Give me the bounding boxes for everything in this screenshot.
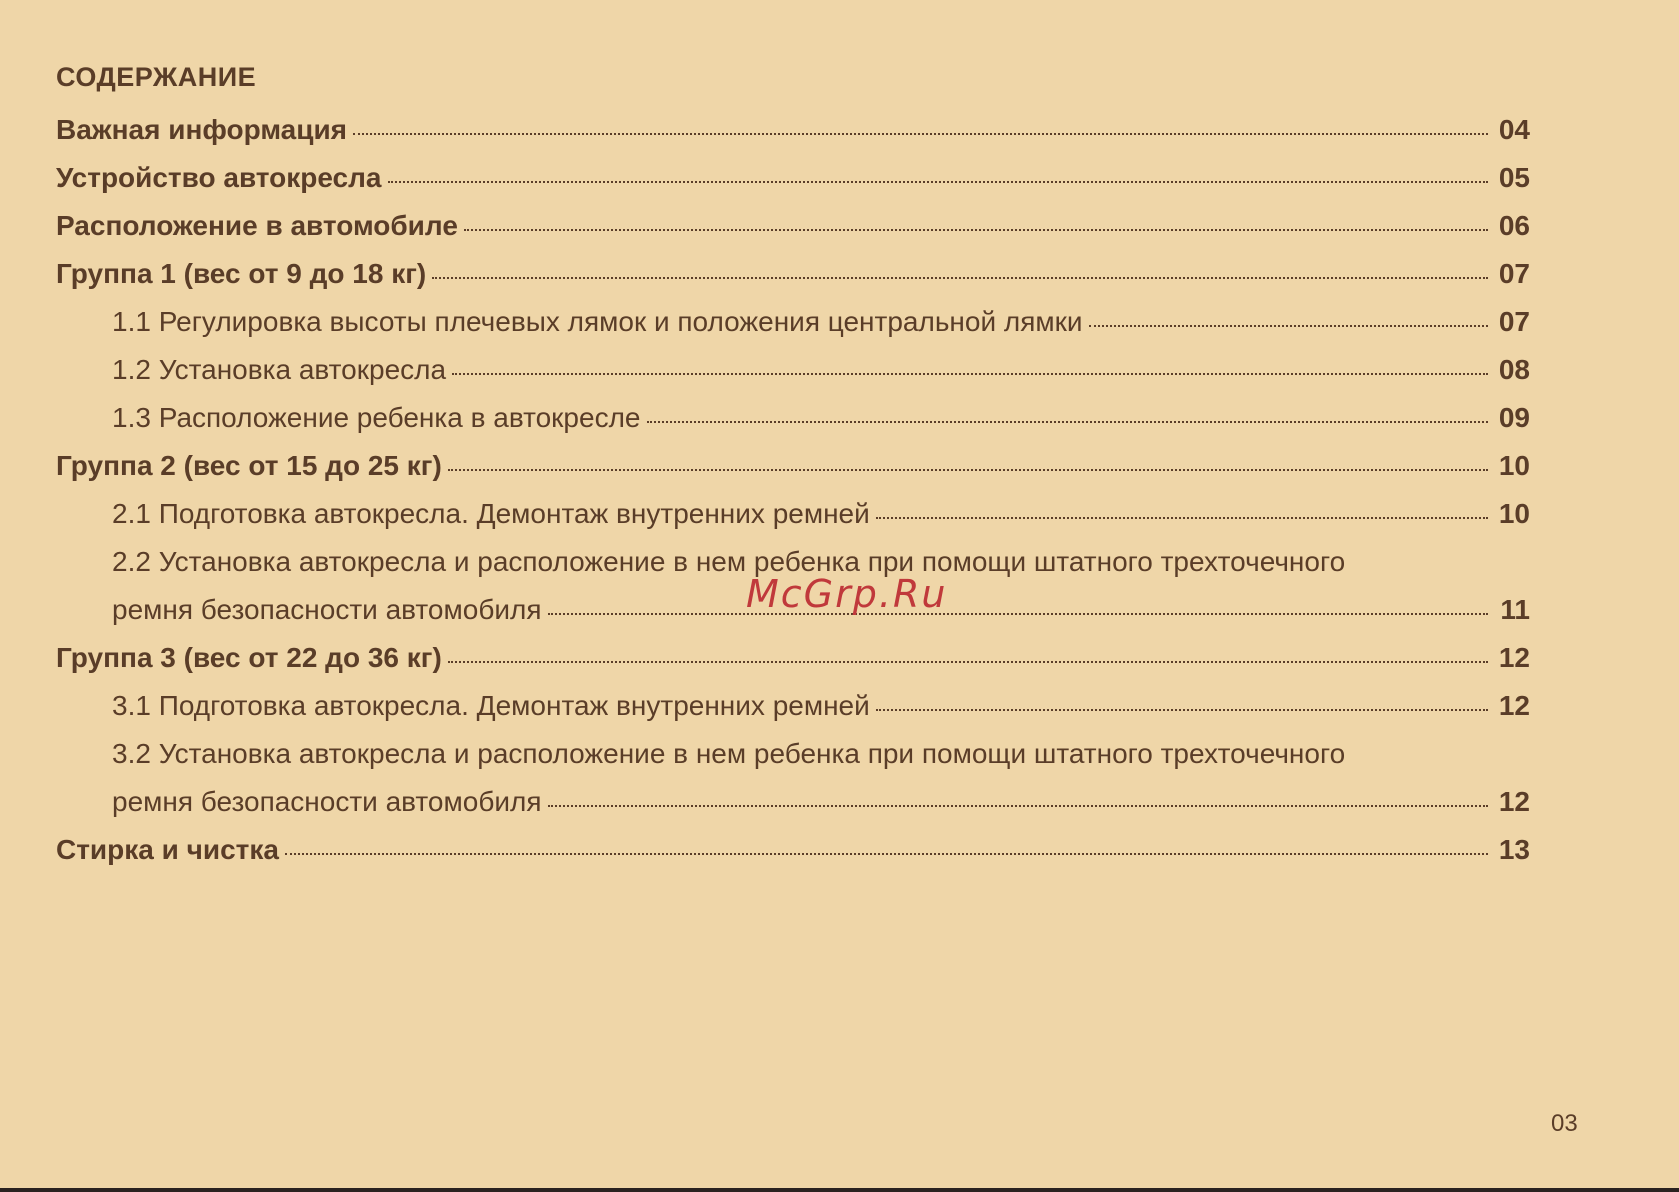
dot-leader (876, 709, 1488, 711)
toc-entry-label: ремня безопасности автомобиля (112, 594, 542, 625)
toc-entry-page: 04 (1498, 114, 1530, 145)
toc-entry-label: 3.2 Установка автокресла и расположение в нем ребенка при помощи штатного трехточечного (112, 738, 1346, 769)
toc-entry[interactable] (56, 154, 1530, 202)
dot-leader (448, 469, 1488, 471)
toc-entry-label: Устройство автокресла (56, 162, 382, 193)
toc-entry-label: 3.1 Подготовка автокресла. Демонтаж внутренних ремней (112, 690, 870, 721)
toc-entry-page: 10 (1498, 450, 1530, 481)
toc-subentry-continuation[interactable] (56, 778, 1530, 826)
watermark: McGrp.Ru (746, 572, 948, 616)
toc-entry-label: Группа 2 (вес от 15 до 25 кг) (56, 450, 442, 481)
toc-entry-label: 2.2 Установка автокресла и расположение в нем ребенка при помощи штатного трехточечного (112, 546, 1346, 577)
dot-leader (876, 517, 1488, 519)
toc-entry-page: 13 (1498, 834, 1530, 865)
toc-entry-page: 06 (1498, 210, 1530, 241)
toc-subentry[interactable] (56, 346, 1530, 394)
toc-entry-label: Группа 1 (вес от 9 до 18 кг) (56, 258, 427, 289)
page-number: 03 (1551, 1110, 1578, 1137)
dot-leader (353, 133, 1488, 135)
toc-entry-page: 12 (1498, 786, 1530, 817)
toc-entry[interactable] (56, 106, 1530, 154)
toc-entry-label: 1.3 Расположение ребенка в автокресле (112, 402, 641, 433)
dot-leader (448, 661, 1488, 663)
toc-entry[interactable] (56, 250, 1530, 298)
dot-leader (432, 277, 1488, 279)
toc-entry-label: Стирка и чистка (56, 834, 279, 865)
dot-leader (548, 805, 1488, 807)
toc-entry[interactable] (56, 634, 1530, 682)
dot-leader (452, 373, 1488, 375)
toc-subentry[interactable] (56, 394, 1530, 442)
toc-entry-page: 12 (1498, 642, 1530, 673)
dot-leader (548, 613, 1488, 615)
toc-subentry[interactable] (56, 298, 1530, 346)
toc-entry-label: 1.1 Регулировка высоты плечевых лямок и положения центральной лямки (112, 306, 1083, 337)
toc-heading: СОДЕРЖАНИЕ (56, 62, 257, 92)
toc-entry-page: 10 (1498, 498, 1530, 529)
toc-entry-page: 11 (1500, 594, 1530, 625)
dot-leader (285, 853, 1488, 855)
toc-entry[interactable] (56, 202, 1530, 250)
dot-leader (1089, 325, 1488, 327)
toc-subentry[interactable] (56, 682, 1530, 730)
toc-entry-page: 07 (1498, 306, 1530, 337)
toc-entry-page: 07 (1498, 258, 1530, 289)
toc-entry[interactable] (56, 826, 1530, 874)
toc-entry-label: 1.2 Установка автокресла (112, 354, 447, 385)
toc-entry-label: Расположение в автомобиле (56, 210, 458, 241)
toc-entry[interactable] (56, 442, 1530, 490)
toc-entry-page: 12 (1498, 690, 1530, 721)
toc-entry-page: 08 (1498, 354, 1530, 385)
table-of-contents (56, 106, 1530, 874)
toc-entry-label: ремня безопасности автомобиля (112, 786, 542, 817)
toc-entry-page: 09 (1498, 402, 1530, 433)
toc-entry-label: Важная информация (56, 114, 348, 145)
toc-subentry-first-line[interactable] (56, 730, 1530, 778)
dot-leader (388, 181, 1489, 183)
toc-entry-label: Группа 3 (вес от 22 до 36 кг) (56, 642, 442, 673)
toc-entry-label: 2.1 Подготовка автокресла. Демонтаж внутренних ремней (112, 498, 870, 529)
bottom-border (0, 1188, 1679, 1192)
toc-subentry[interactable] (56, 490, 1530, 538)
dot-leader (464, 229, 1488, 231)
dot-leader (647, 421, 1489, 423)
toc-entry-page: 05 (1498, 162, 1530, 193)
